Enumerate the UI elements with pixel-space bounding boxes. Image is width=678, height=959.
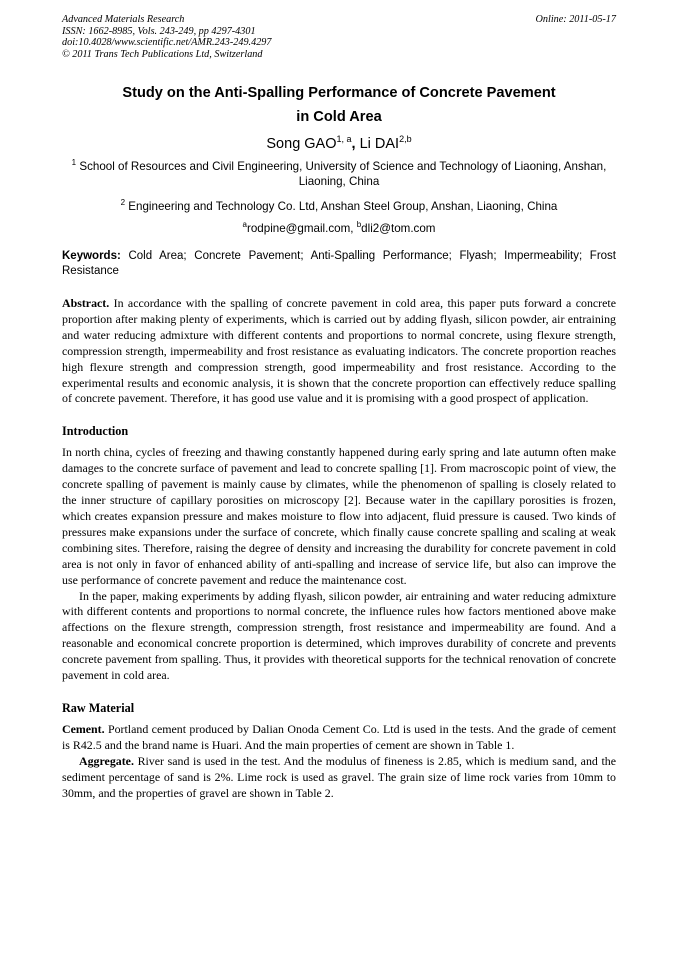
keywords [62, 249, 616, 278]
cement-paragraph [62, 722, 616, 754]
online-date: Online: 2011-05-17 [535, 14, 616, 25]
cement-label: Cement. [62, 721, 105, 736]
author-2-superscript: 2,b [399, 134, 412, 145]
email-b-marker: b [356, 220, 362, 230]
journal-header [62, 14, 616, 62]
introduction-paragraph-2: In the paper, making experiments by adding flyash, silicon powder, air entraining and water reducing admixture with different contents and proportions to normal concrete, the influence rules how factors mentioned above make affections on the flexure strength, compression strength, frost resistance and impermeability are found. And a reasonable and economical concrete proportion is determined, which improves durability of concrete and prevents concrete pavement from spalling. Thus, it provides with theoretical supports for the technical renovation of concrete pavement in cold area. [62, 588, 616, 683]
author-emails [62, 221, 616, 236]
keywords-text: Cold Area; Concrete Pavement; Anti-Spalling Performance; Flyash; Impermeability; Frost Resistance [62, 250, 616, 277]
abstract-label: Abstract. [62, 296, 110, 311]
journal-name: Advanced Materials Research [62, 14, 185, 25]
aggregate-text: River sand is used in the test. And the modulus of fineness is 2.85, which is medium sand, and the sediment percentage of sand is 2%. Lime rock is used as gravel. The grain size of lime rock varies from 10mm to 30mm, and the properties of gravel are shown in Table 2. [62, 753, 616, 800]
affiliation-1-text: School of Resources and Civil Engineering, University of Science and Technology of Liaoning, Anshan, Liaoning, China [79, 160, 607, 189]
aggregate-paragraph [62, 754, 616, 802]
title-line-2: in Cold Area [296, 109, 382, 125]
author-2-name: Li DAI [359, 136, 400, 152]
aggregate-label: Aggregate. [79, 753, 134, 768]
journal-issn: ISSN: 1662-8985, Vols. 243-249, pp 4297-4301 [62, 25, 256, 37]
cement-text: Portland cement produced by Dalian Onoda Cement Co. Ltd is used in the tests. And the grade of cement is R42.5 and the brand name is Huari. And the main properties of cement are shown in Table 1. [62, 721, 616, 752]
affiliation-2-text: Engineering and Technology Co. Ltd, Anshan Steel Group, Anshan, Liaoning, China [128, 199, 558, 213]
author-1-name: Song GAO [266, 136, 337, 152]
email-b[interactable]: dli2@tom.com [361, 222, 436, 236]
affiliation-1 [62, 159, 616, 190]
affiliation-1-marker: 1 [71, 158, 77, 168]
paper-page [62, 14, 616, 802]
raw-material-heading: Raw Material [62, 700, 135, 715]
paper-title [62, 81, 616, 129]
email-a-marker: a [242, 220, 247, 230]
journal-doi: doi:10.4028/www.scientific.net/AMR.243-249.4297 [62, 37, 272, 49]
author-list [62, 134, 616, 154]
affiliation-2 [62, 199, 616, 214]
abstract [62, 296, 616, 407]
abstract-text: In accordance with the spalling of concrete pavement in cold area, this paper puts forward a concrete proportion after making plenty of experiments, which is carried out by adding flyash, silicon powder, air entraining and water reducing admixture with different contents and proportions to normal concrete, using flexure strength, compression strength, impermeability and frost resistance as evaluating indicators. The concrete proportion reaches high flexure strength and compression strength, good impermeability and frost resistance. According to the experimental results and economic analysis, it is shown that the concrete proportion can effectively reduce spalling of concrete pavement. Therefore, it has good use value and it is promising with a good prospect of application. [62, 296, 616, 406]
journal-copyright: © 2011 Trans Tech Publications Ltd, Switzerland [62, 48, 263, 60]
email-a[interactable]: rodpine@gmail.com, [246, 222, 354, 236]
author-separator: , [351, 136, 360, 152]
introduction-paragraph-1: In north china, cycles of freezing and thawing constantly happened during early spring and late autumn often make damages to the concrete surface of pavement and lead to concrete spalling [1]. From macroscopic point of view, the concrete spalling of pavement is mainly cause by climates, while the phenomenon of spalling is closely related to the inner structure of capillary porosities on microscopy [2]. Because water in the capillary porosities is frozen, which creates expansion pressure and makes moisture to flow into adjacent, fluid pressure is caused. Two kinds of pressures make expansions under the surface of concrete, which finally cause concrete spalling and scaling at weak combining sites. Therefore, raising the degree of density and increasing the durability for concrete pavement in cold area is not only in favor of enhanced ability of anti-spalling and increase of service life, but also can improve the use performance of concrete pavement and reduce the maintenance cost. [62, 445, 616, 587]
keywords-label: Keywords: [62, 250, 121, 263]
introduction-heading: Introduction [62, 424, 129, 439]
author-1-superscript: 1, a [336, 134, 352, 145]
affiliation-2-marker: 2 [120, 197, 126, 207]
title-line-1: Study on the Anti-Spalling Performance of Concrete Pavement [122, 85, 556, 101]
